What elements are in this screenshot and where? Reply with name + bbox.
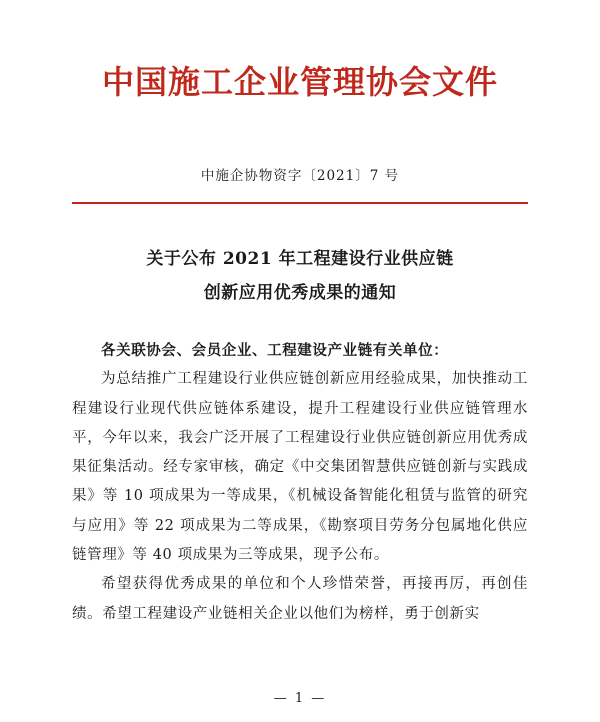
document-number: 中施企协物资字〔2021〕7 号 (200, 168, 400, 184)
document-title-line-2: 创新应用优秀成果的通知 (203, 283, 397, 303)
document-title-line-1: 关于公布 2021 年工程建设行业供应链 (146, 249, 454, 269)
body-paragraph-1: 为总结推广工程建设行业供应链创新应用经验成果，加快推动工程建设行业现代供应链体系建设，提升工程建设行业供应链管理水平，今年以来，我会广泛开展了工程建设行业供应链创新应用优秀成果征集活动。经专家审核，确定《中交集团智慧供应链创新与实践成果》等 10 项成果为一等成果，《机械设备智能化租赁与监管的研究与应用》等 22 项成果为二等成果，《勘察项目劳务分包属地化供应链管理》等 40 项成果为三等成果，现予公布。 (72, 371, 528, 563)
document-body (72, 336, 528, 629)
body-paragraph-2: 希望获得优秀成果的单位和个人珍惜荣誉，再接再厉，再创佳绩。希望工程建设产业链相关企业以他们为榜样，勇于创新实 (72, 576, 528, 622)
organization-title: 中国施工企业管理协会文件 (101, 63, 498, 101)
salutation: 各关联协会、会员企业、工程建设产业链有关单位： (101, 342, 449, 359)
page-number: — 1 — (273, 691, 327, 706)
masthead (72, 0, 528, 102)
document-title (72, 242, 528, 310)
red-divider-rule (72, 202, 528, 204)
